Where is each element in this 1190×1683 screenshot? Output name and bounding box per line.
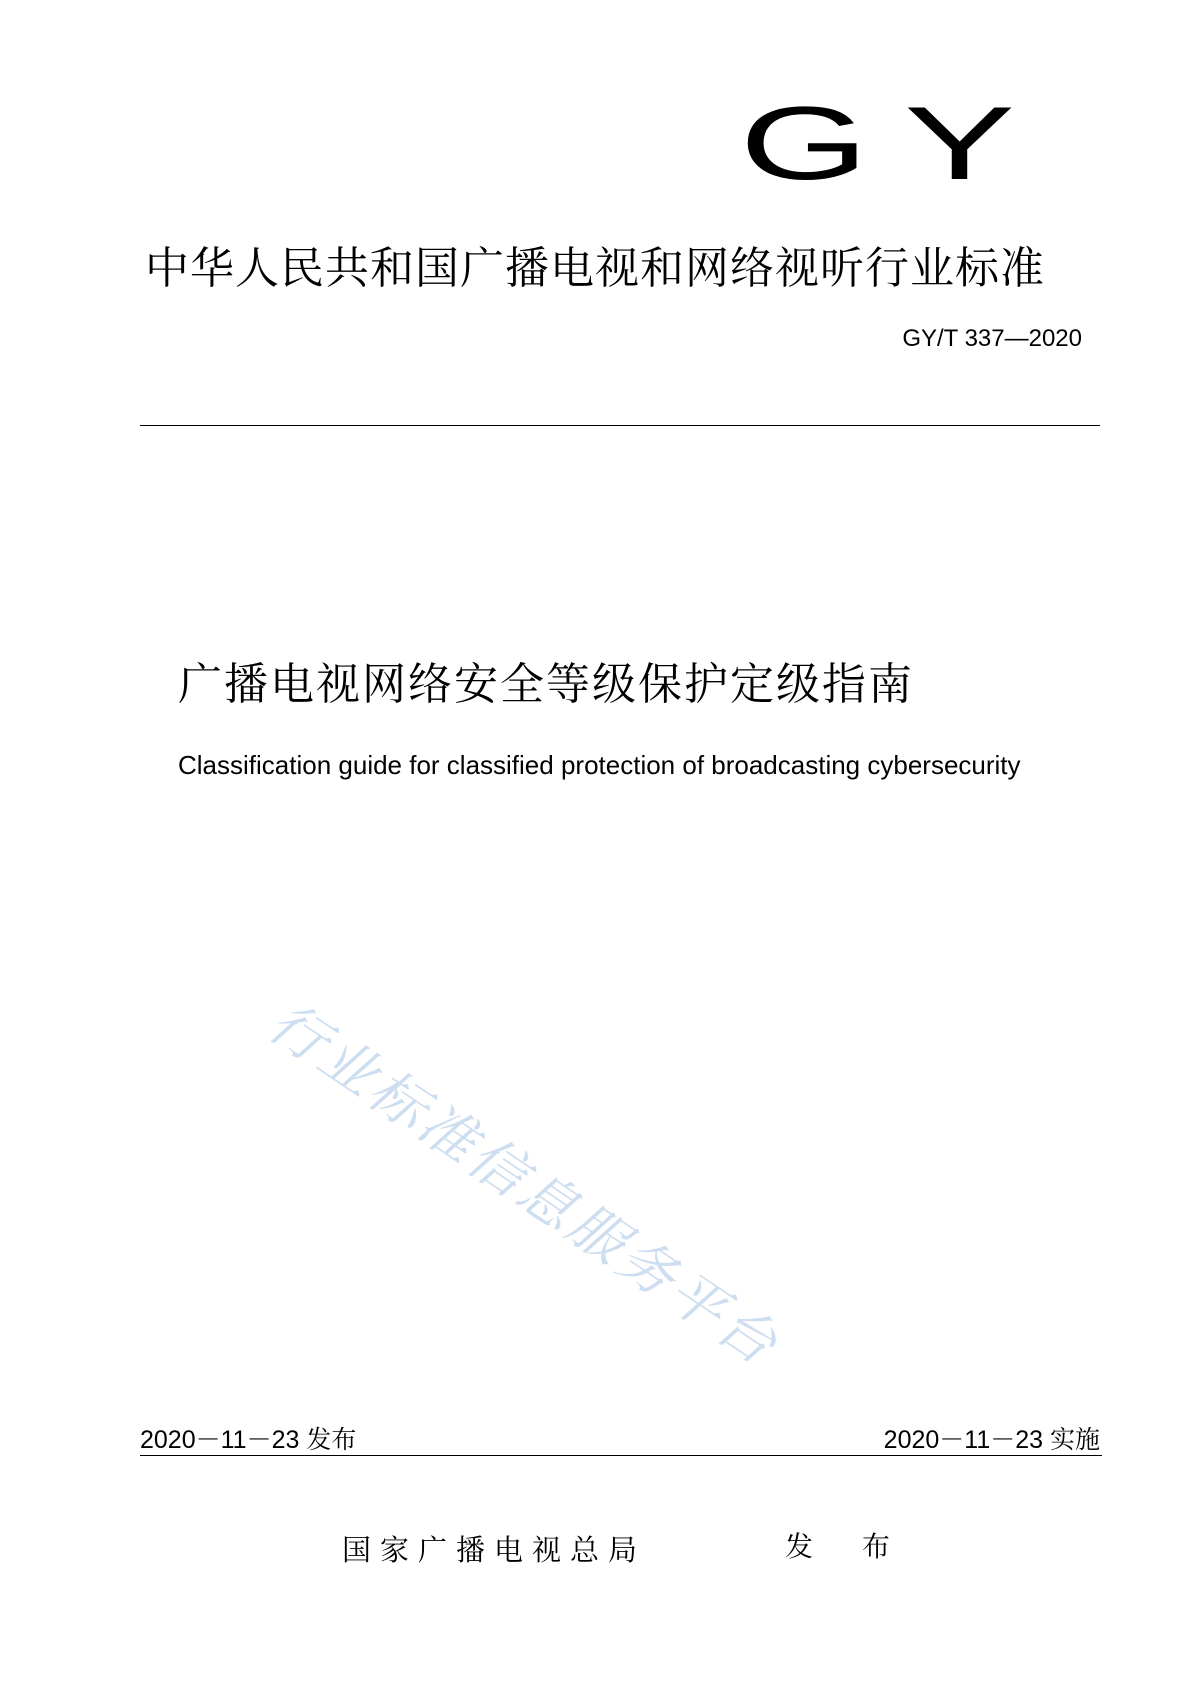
standard-organization: 中华人民共和国广播电视和网络视听行业标准 <box>145 243 1045 294</box>
document-title-english: Classification guide for classified protection of broadcasting cybersecurity <box>178 750 1021 780</box>
publish-label: 发 布 <box>785 1530 910 1563</box>
publisher: 国家广播电视总局 <box>342 1533 647 1567</box>
bottom-divider <box>140 1455 1102 1456</box>
top-divider <box>140 425 1100 426</box>
watermark: 行业标准信息服务平台 <box>256 989 791 1380</box>
standard-code: GY/T 337—2020 <box>902 325 1082 352</box>
gy-logo: GY <box>739 86 1050 202</box>
implementation-date: 2020－11－23 实施 <box>883 1426 1100 1454</box>
document-title-chinese: 广播电视网络安全等级保护定级指南 <box>178 659 914 710</box>
issue-date: 2020－11－23 发布 <box>140 1426 357 1454</box>
